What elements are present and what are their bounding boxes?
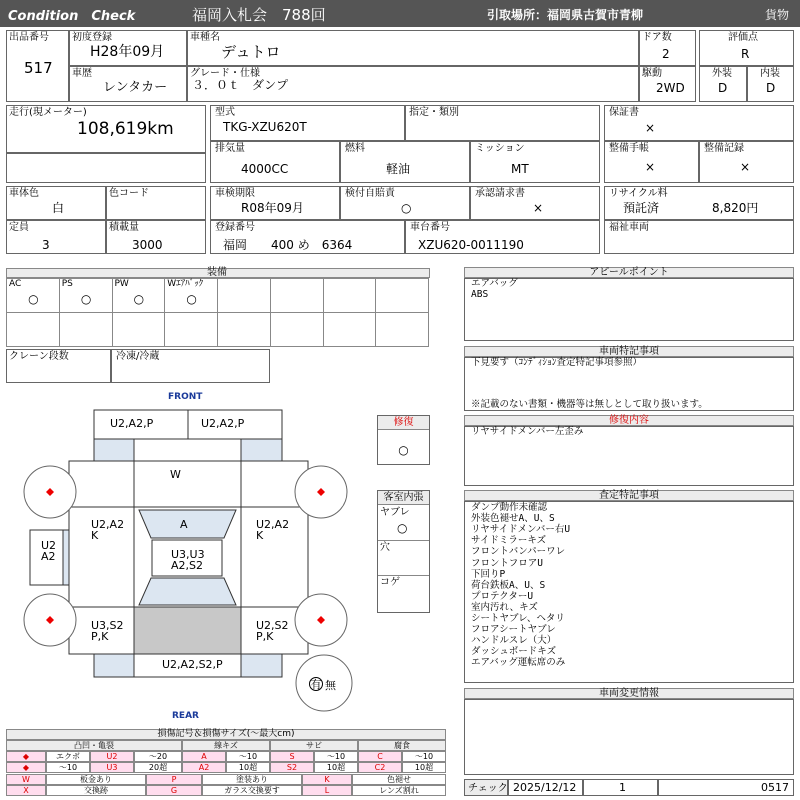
- history-box: 車歴 レンタカー: [69, 66, 187, 102]
- inspection-note: リヤサイドメンバー右U: [471, 524, 571, 536]
- equip-header: 装備: [6, 268, 430, 278]
- equip-cell: [217, 278, 271, 313]
- exterior-box: 外装 D: [699, 66, 747, 102]
- drive-box: 駆動 2WD: [639, 66, 696, 102]
- legend-code: P: [146, 774, 202, 785]
- equip-cell: [164, 278, 218, 313]
- car-name-value: デュトロ: [221, 43, 281, 61]
- legend-code: 色褪せ: [352, 774, 446, 785]
- first-reg-box: 初度登録 H28年09月: [69, 30, 187, 66]
- legend-group: サビ: [270, 740, 358, 751]
- car-name-box: 車種名 デュトロ: [187, 30, 639, 66]
- equip-value: ○: [28, 292, 39, 306]
- mission-box: ミッション MT: [470, 141, 600, 183]
- check-date-box: 2025/12/12: [508, 779, 583, 796]
- legend-cell: S2: [270, 762, 314, 773]
- inspnotes-header: 査定特記事項: [464, 490, 794, 501]
- inspection-note: エアバッグ運転席のみ: [471, 657, 566, 669]
- equip-cell: [323, 278, 377, 313]
- equip-cell: [59, 312, 113, 347]
- reg-no-box: 登録番号 福岡 400 め 6364: [210, 220, 405, 254]
- legend-cell: 10超: [402, 762, 446, 773]
- damage-mark: P,K: [256, 630, 274, 643]
- damage-mark: U2,S2: [256, 619, 289, 632]
- damage-mark: A: [180, 518, 188, 531]
- equip-cell: [270, 312, 324, 347]
- damage-mark: U2,A2,S2,P: [162, 658, 223, 671]
- legend-code: レンズ割れ: [352, 785, 446, 796]
- legend-cell: U3: [90, 762, 134, 773]
- damage-mark: U2,A2,P: [110, 417, 154, 430]
- inspection-note: 荷台鉄板A、U、S: [471, 579, 546, 591]
- legend-header: 損傷記号＆損傷サイズ(〜最大cm): [6, 729, 446, 740]
- equip-cell: [164, 312, 218, 347]
- damage-mark: W: [170, 468, 181, 481]
- legend-code: X: [6, 785, 46, 796]
- equip-label: PW: [114, 279, 129, 289]
- appeal-header: アピールポイント: [464, 267, 794, 278]
- first-reg-value: H28年09月: [90, 44, 165, 60]
- capacity-box: 定員 3: [6, 220, 106, 254]
- legend-group: 凸凹・亀裂: [6, 740, 182, 751]
- legend-cell: 〜10: [402, 751, 446, 762]
- legend-cell: C: [358, 751, 402, 762]
- legend-code: ガラス交換要す: [202, 785, 302, 796]
- legend-cell: 20超: [134, 762, 182, 773]
- legend-cell: A2: [182, 762, 226, 773]
- legend-cell: 10超: [314, 762, 358, 773]
- chassis-box: 車台番号 XZU620-0011190: [405, 220, 600, 254]
- inspection-note: フロアシートヤブレ: [471, 624, 556, 636]
- legend-code: W: [6, 774, 46, 785]
- legend-group: 線キズ: [182, 740, 270, 751]
- legend-cell: 〜10: [46, 762, 90, 773]
- model-box: 型式 TKG-XZU620T: [210, 105, 405, 141]
- maint-record-box: 整備記録 ×: [699, 141, 794, 183]
- rating-box: 評価点 R: [699, 30, 794, 66]
- fuel-box: 燃料 軽油: [340, 141, 470, 183]
- special-header: 車両特記事項: [464, 346, 794, 357]
- equip-cell: [323, 312, 377, 347]
- equip-label: AC: [9, 279, 22, 289]
- welfare-box: 福祉車両: [604, 220, 794, 254]
- header-left: Condition Check: [8, 9, 136, 24]
- lot-box: 出品番号 517: [6, 30, 69, 102]
- load-box: 積載量 3000: [106, 220, 206, 254]
- legend-cell: S: [270, 751, 314, 762]
- inspnotes-box: [464, 501, 794, 683]
- legend-code: 交換跡: [46, 785, 146, 796]
- legend-cell: 〜20: [134, 751, 182, 762]
- equip-cell: [375, 278, 429, 313]
- equip-value: ○: [80, 292, 92, 306]
- maint-book-box: 整備手帳 ×: [604, 141, 699, 183]
- legend-cell: 〜10: [226, 751, 270, 762]
- change-box: [464, 699, 794, 775]
- inspection-note: 外装色褪せA、U、S: [471, 513, 555, 525]
- legend-cell: ◆: [6, 751, 46, 762]
- damage-mark: U3,U3: [171, 548, 205, 561]
- auction-title: 福岡入札会 788回: [192, 6, 326, 24]
- repair-header: 修復内容: [464, 415, 794, 426]
- check-lot-box: 0517: [658, 779, 794, 796]
- equip-value: ○: [133, 292, 145, 306]
- equip-cell: [112, 312, 166, 347]
- crane-box: クレーン段数: [6, 349, 111, 383]
- damage-mark: A2: [41, 550, 56, 563]
- check-label-box: チェック: [464, 779, 508, 796]
- interior-box: 内装 D: [747, 66, 794, 102]
- damage-mark: U2: [41, 539, 57, 552]
- equip-cell: [375, 312, 429, 347]
- legend-cell: エクボ: [46, 751, 90, 762]
- equip-cell: [6, 312, 60, 347]
- repair-box: リヤサイドメンバー左歪み: [464, 426, 794, 486]
- inspection-note: ダッシュボードキズ: [471, 646, 557, 658]
- grade-box: グレード・仕様 ３．０ｔ ダンプ: [187, 66, 639, 102]
- inspection-note: プロテクターU: [471, 590, 534, 602]
- mileage-sub: [6, 153, 206, 183]
- equip-label: Wｴｱﾊﾞｯｸ: [167, 279, 204, 289]
- appeal-box: エアバッグ ABS: [464, 278, 794, 341]
- liability-box: 検付自賠責 ○: [340, 186, 470, 220]
- body-color-box: 車体色 白: [6, 186, 106, 220]
- change-header: 車両変更情報: [464, 688, 794, 699]
- rating-value: R: [741, 47, 750, 61]
- warranty-box: 保証書 ×: [604, 105, 794, 141]
- damage-mark: U2,A2: [91, 518, 125, 531]
- legend-cell: A: [182, 751, 226, 762]
- damage-mark: U2,A2,P: [201, 417, 245, 430]
- lot-number: 517: [24, 59, 53, 77]
- front-label: FRONT: [168, 392, 203, 402]
- legend-cell: C2: [358, 762, 402, 773]
- legend-code: 板金あり: [46, 774, 146, 785]
- recycle-box: リサイクル料 預託済 8,820円: [604, 186, 794, 220]
- legend-cell: 〜10: [314, 751, 358, 762]
- doors-box: ドア数 2: [639, 30, 696, 66]
- equip-cell: [6, 278, 60, 313]
- legend-cell: ◆: [6, 762, 46, 773]
- legend-code: K: [302, 774, 352, 785]
- legend-cell: 10超: [226, 762, 270, 773]
- damage-mark: A2,S2: [171, 559, 204, 572]
- fridge-box: 冷凍/冷蔵: [111, 349, 270, 383]
- equip-cell: [112, 278, 166, 313]
- damage-mark: K: [91, 529, 99, 542]
- inspection-box: 車検期限 R08年09月: [210, 186, 340, 220]
- equip-cell: [270, 278, 324, 313]
- color-code-box: 色コード: [106, 186, 206, 220]
- inspection-note: シートヤブレ、ヘタリ: [471, 613, 565, 624]
- cabin-box: 客室内張 ヤブレ ○ 穴 コゲ: [377, 490, 430, 613]
- mileage-value: 108,619km: [77, 119, 174, 139]
- header-bar: [0, 0, 800, 27]
- inspection-note: ダンプ動作未確認: [471, 502, 548, 513]
- inspection-note: フロントフロアU: [471, 557, 543, 569]
- legend-code: G: [146, 785, 202, 796]
- designation-box: 指定・類別: [405, 105, 600, 141]
- repair-flag-box: 修復 ○: [377, 415, 430, 465]
- displacement-box: 排気量 4000CC: [210, 141, 340, 183]
- pickup-location: 引取場所：福岡県古賀市青柳: [487, 8, 644, 22]
- inspection-note: フロントバンパーワレ: [471, 546, 566, 558]
- damage-mark: U2,A2: [256, 518, 290, 531]
- equip-label: PS: [61, 279, 73, 289]
- equip-cell: [59, 278, 113, 313]
- inspection-note: サイドミラーキズ: [471, 535, 547, 547]
- special-box: 下見要す（ｺﾝﾃﾞｨｼｮﾝ査定特記事項参照） ※記載のない書類・機器等は無しとして取り扱います。: [464, 357, 794, 411]
- vehicle-category: 貨物: [765, 8, 790, 22]
- damage-mark: U3,S2: [91, 619, 124, 632]
- equip-cell: [217, 312, 271, 347]
- inspection-note: 室内汚れ、キズ: [471, 601, 538, 613]
- damage-mark: K: [256, 529, 264, 542]
- inspection-note: 下回りP: [471, 568, 506, 580]
- check-num-box: 1: [583, 779, 658, 796]
- repair-flag: ○: [398, 443, 409, 457]
- keiji-circle: 有 無: [310, 678, 336, 692]
- legend-code: 塗装あり: [202, 774, 302, 785]
- legend-cell: U2: [90, 751, 134, 762]
- equip-value: ○: [186, 292, 197, 306]
- rear-label: REAR: [172, 711, 199, 721]
- legend-group: 腐食: [358, 740, 446, 751]
- mileage-box: 走行(現メーター) 108,619km: [6, 105, 206, 153]
- inspection-note: ハンドルスレ（大）: [471, 635, 557, 647]
- approval-box: 承認請求書 ×: [470, 186, 600, 220]
- legend-code: L: [302, 785, 352, 796]
- damage-mark: P,K: [91, 630, 109, 643]
